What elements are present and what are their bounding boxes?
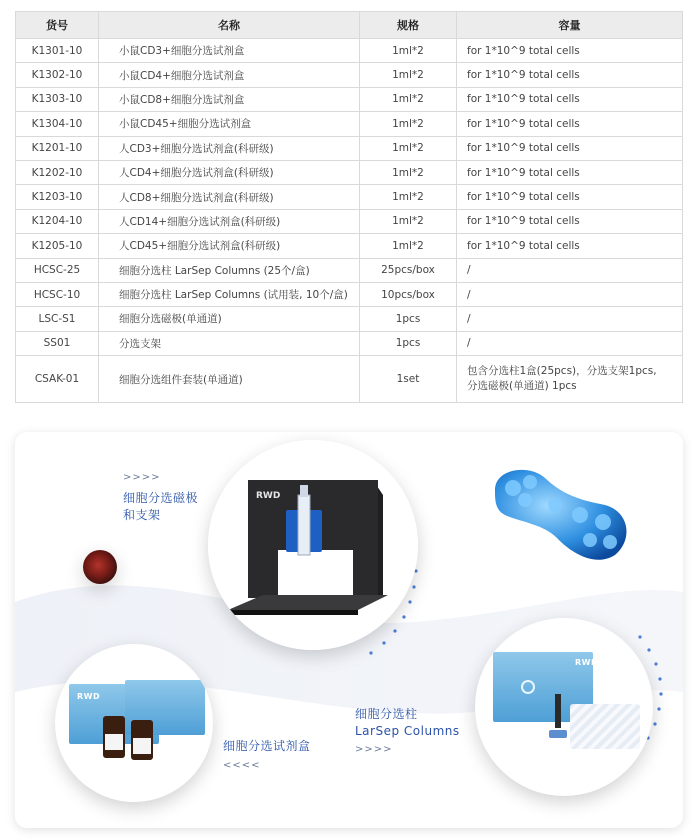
cell-code: K1203-10 — [16, 185, 99, 209]
columns-box-brand: RWD — [575, 658, 599, 667]
cell-capacity-line1: 包含分选柱1盒(25pcs)，分选支架1pcs, — [467, 365, 657, 378]
cell-capacity: for 1*10^9 total cells — [457, 185, 683, 209]
cell-code: K1201-10 — [16, 136, 99, 160]
cell-spec: 1ml*2 — [360, 63, 457, 87]
column-tube — [555, 694, 561, 728]
cell-capacity: / — [457, 331, 683, 355]
cell-spec: 1ml*2 — [360, 112, 457, 136]
blue-cells-illustration — [485, 460, 635, 570]
table-row — [16, 234, 683, 258]
table-row — [16, 258, 683, 282]
table-body — [16, 39, 683, 403]
cell-name: 小鼠CD8+细胞分选试剂盒 — [99, 87, 360, 111]
cell-code: K1205-10 — [16, 234, 99, 258]
cell-name: 细胞分选组件套装(单通道) — [99, 356, 360, 403]
cell-code: HCSC-25 — [16, 258, 99, 282]
red-cell-thumbnail — [83, 550, 117, 584]
cell-code: LSC-S1 — [16, 307, 99, 331]
cell-spec: 1ml*2 — [360, 87, 457, 111]
cell-spec: 1ml*2 — [360, 185, 457, 209]
cell-spec: 10pcs/box — [360, 282, 457, 306]
cell-name: 人CD3+细胞分选试剂盒(科研级) — [99, 136, 360, 160]
cell-name: 人CD14+细胞分选试剂盒(科研级) — [99, 209, 360, 233]
cell-spec: 1ml*2 — [360, 209, 457, 233]
cell-name: 小鼠CD3+细胞分选试剂盒 — [99, 39, 360, 63]
magnet-stand-illustration — [208, 440, 418, 650]
cell-spec: 25pcs/box — [360, 258, 457, 282]
column-caption-line1: 细胞分选柱 — [355, 707, 418, 721]
reagent-caption: 细胞分选试剂盒 — [223, 739, 311, 753]
magnet-caption — [123, 490, 198, 524]
cell-name: 人CD4+细胞分选试剂盒(科研级) — [99, 160, 360, 184]
cell-capacity: for 1*10^9 total cells — [457, 63, 683, 87]
cell-capacity: for 1*10^9 total cells — [457, 87, 683, 111]
header-spec: 规格 — [360, 12, 457, 39]
column-adapter — [549, 730, 567, 738]
cell-code: K1301-10 — [16, 39, 99, 63]
table-row — [16, 112, 683, 136]
cell-capacity: / — [457, 307, 683, 331]
cell-name: 小鼠CD4+细胞分选试剂盒 — [99, 63, 360, 87]
cell-code: K1202-10 — [16, 160, 99, 184]
cell-capacity: for 1*10^9 total cells — [457, 112, 683, 136]
cell-code: HCSC-10 — [16, 282, 99, 306]
table-row — [16, 63, 683, 87]
cell-capacity: for 1*10^9 total cells — [457, 209, 683, 233]
reagent-bottle-1-label — [105, 734, 123, 750]
reagent-box-brand: RWD — [77, 692, 101, 701]
columns-box-logo — [521, 680, 535, 694]
header-name: 名称 — [99, 12, 360, 39]
cell-capacity — [457, 356, 683, 403]
cell-name: 人CD8+细胞分选试剂盒(科研级) — [99, 185, 360, 209]
column-caption-line2: LarSep Columns — [355, 724, 460, 738]
cell-code: K1304-10 — [16, 112, 99, 136]
column-caption — [355, 706, 460, 740]
cell-name: 细胞分选柱 LarSep Columns (25个/盒) — [99, 258, 360, 282]
cell-capacity: for 1*10^9 total cells — [457, 234, 683, 258]
stand-brand-label: RWD — [256, 491, 281, 501]
table-row — [16, 356, 683, 403]
reagent-kit-image — [55, 644, 213, 802]
cell-capacity: for 1*10^9 total cells — [457, 39, 683, 63]
cell-capacity: / — [457, 282, 683, 306]
cell-code: SS01 — [16, 331, 99, 355]
cell-code: K1303-10 — [16, 87, 99, 111]
magnet-stand-image — [208, 440, 418, 650]
cell-name: 小鼠CD45+细胞分选试剂盒 — [99, 112, 360, 136]
product-table — [15, 11, 683, 403]
cell-spec: 1ml*2 — [360, 160, 457, 184]
table-row — [16, 331, 683, 355]
header-capacity: 容量 — [457, 12, 683, 39]
cell-name: 人CD45+细胞分选试剂盒(科研级) — [99, 234, 360, 258]
product-showcase-panel — [15, 432, 683, 828]
cell-capacity-line2: 分选磁极(单通道) 1pcs — [467, 380, 577, 393]
columns-kit-image — [475, 618, 653, 796]
reagent-arrows: <<<< — [223, 760, 261, 771]
cell-spec: 1ml*2 — [360, 234, 457, 258]
blue-cells-image — [485, 460, 635, 570]
cell-spec: 1set — [360, 356, 457, 403]
magnet-caption-line1: 细胞分选磁极 — [123, 491, 199, 505]
columns-package — [570, 704, 640, 749]
product-table-container — [15, 11, 683, 403]
cell-spec: 1ml*2 — [360, 39, 457, 63]
magnet-caption-line2: 和支架 — [123, 508, 161, 522]
cell-name: 分选支架 — [99, 331, 360, 355]
table-row — [16, 160, 683, 184]
table-row — [16, 39, 683, 63]
cell-spec: 1pcs — [360, 331, 457, 355]
magnet-arrows: >>>> — [123, 472, 161, 483]
cell-code: CSAK-01 — [16, 356, 99, 403]
table-header-row — [16, 12, 683, 39]
cell-code: K1204-10 — [16, 209, 99, 233]
cell-capacity: for 1*10^9 total cells — [457, 136, 683, 160]
cell-name: 细胞分选磁极(单通道) — [99, 307, 360, 331]
table-row — [16, 307, 683, 331]
reagent-bottle-2-label — [133, 738, 151, 754]
table-row — [16, 209, 683, 233]
table-row — [16, 185, 683, 209]
table-row — [16, 87, 683, 111]
column-arrows: >>>> — [355, 744, 393, 755]
cell-spec: 1ml*2 — [360, 136, 457, 160]
table-row — [16, 136, 683, 160]
cell-spec: 1pcs — [360, 307, 457, 331]
cell-name: 细胞分选柱 LarSep Columns (试用装, 10个/盒) — [99, 282, 360, 306]
cell-capacity: / — [457, 258, 683, 282]
table-row — [16, 282, 683, 306]
cell-capacity: for 1*10^9 total cells — [457, 160, 683, 184]
header-code: 货号 — [16, 12, 99, 39]
cell-code: K1302-10 — [16, 63, 99, 87]
